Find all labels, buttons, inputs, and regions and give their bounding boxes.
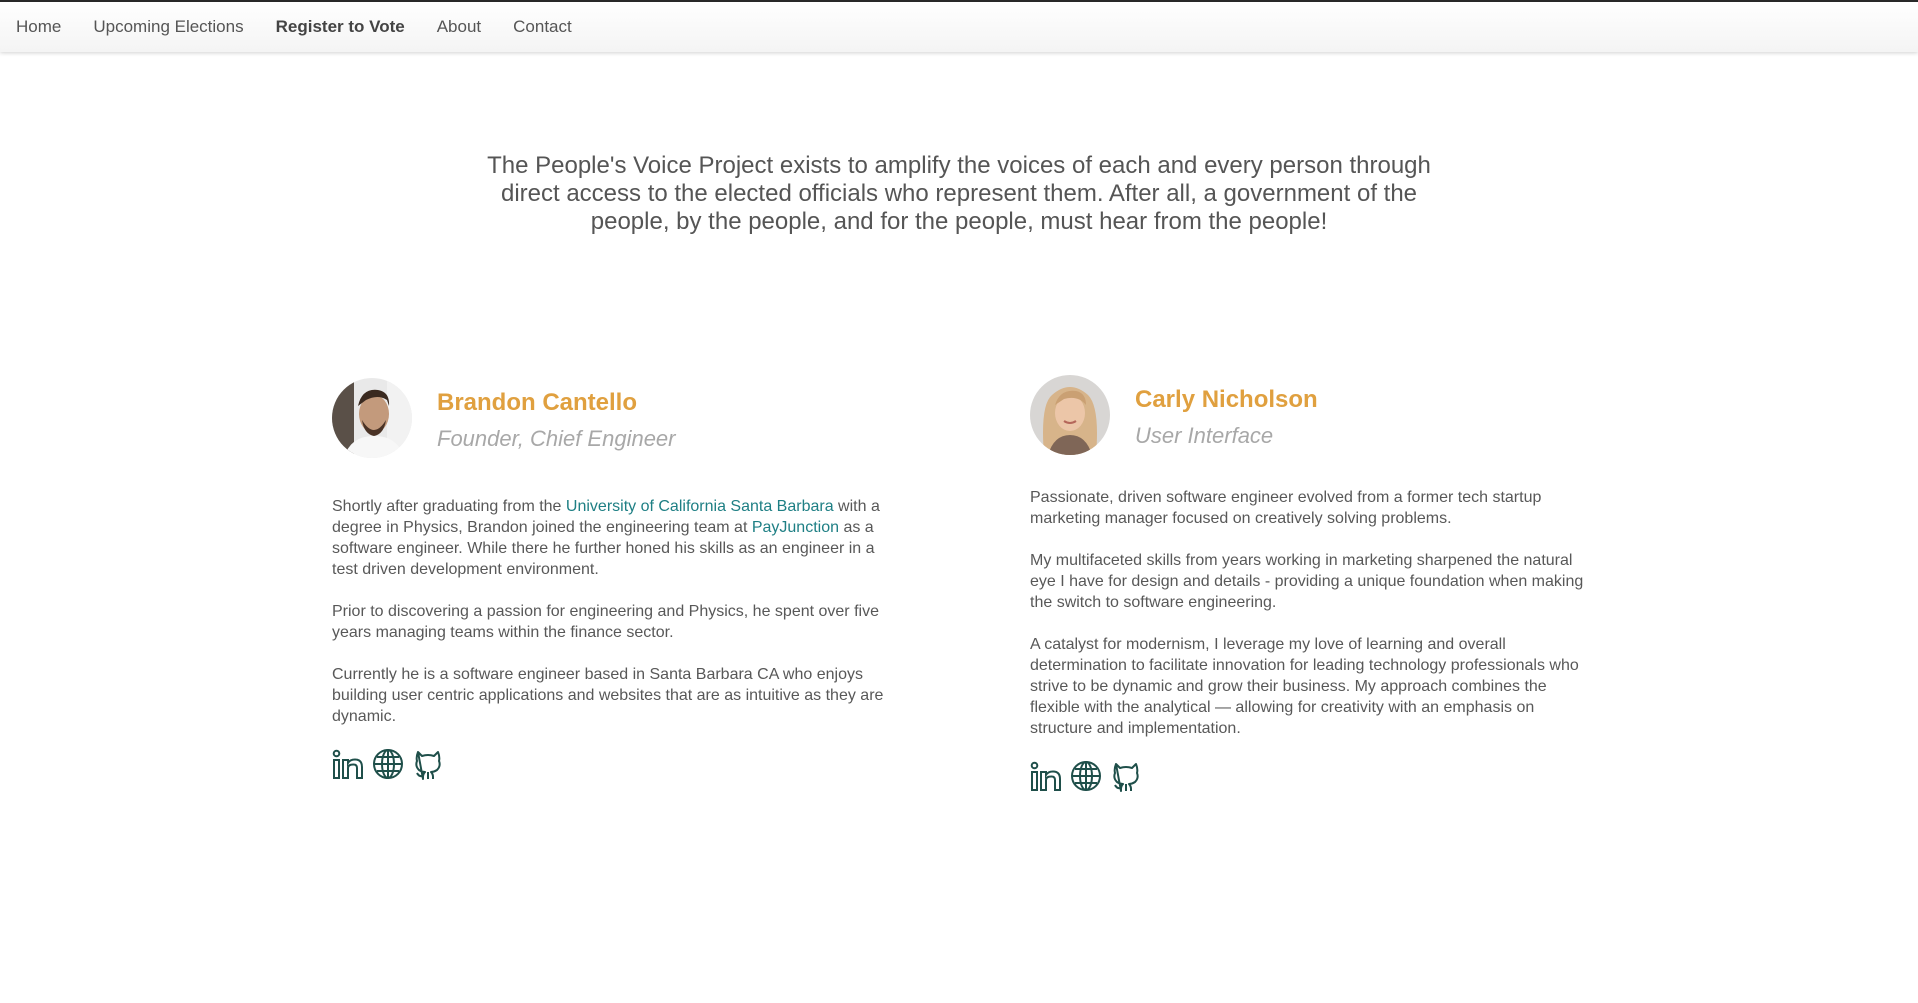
- nav-register-to-vote[interactable]: Register to Vote: [275, 17, 405, 36]
- team-card-carly: [1030, 375, 1590, 792]
- bio-paragraph-3: Currently he is a software engineer based in Santa Barbara CA who enjoys building user centric applications and websites that are as intuitive as they are dynamic.: [332, 666, 884, 725]
- top-navbar: [0, 2, 1918, 52]
- member-bio: [1030, 487, 1590, 739]
- social-links: [1030, 760, 1590, 792]
- github-icon[interactable]: [412, 748, 444, 780]
- avatar: [1030, 375, 1110, 455]
- bio-paragraph-2: Prior to discovering a passion for engineering and Physics, he spent over five years managing teams within the finance sector.: [332, 603, 879, 641]
- nav-upcoming-elections[interactable]: Upcoming Elections: [93, 17, 244, 36]
- github-icon[interactable]: [1110, 760, 1142, 792]
- bio-text: as a software engineer. While there he further honed his skills as an engineer in a test driven development environment.: [332, 519, 875, 578]
- member-bio: [332, 496, 892, 727]
- linkedin-icon[interactable]: [332, 748, 364, 780]
- avatar: [332, 378, 412, 458]
- bio-paragraph-3: A catalyst for modernism, I leverage my love of learning and overall determination to facilitate innovation for leading technology professionals who strive to be dynamic and grow their business. My approach combines the flexible with the analytical — allowing for creativity with an emphasis on structure and implementation.: [1030, 636, 1579, 737]
- mission-statement: The People's Voice Project exists to amplify the voices of each and every person through direct access to the elected officials who represent them. After all, a government of the people, by the people, and for the people, must hear from the people!: [487, 152, 1431, 235]
- member-name: Carly Nicholson: [1135, 386, 1318, 413]
- team-card-header: [332, 378, 892, 458]
- nav-about[interactable]: About: [436, 17, 482, 36]
- nav-home[interactable]: Home: [16, 17, 62, 36]
- member-role: User Interface: [1135, 423, 1274, 448]
- social-links: [332, 748, 892, 780]
- bio-paragraph-2: My multifaceted skills from years working in marketing sharpened the natural eye I have for design and details - providing a unique foundation when making the switch to software engineering.: [1030, 552, 1584, 611]
- member-role: Founder, Chief Engineer: [437, 426, 676, 451]
- team-card-brandon: [332, 378, 892, 780]
- nav-contact[interactable]: Contact: [513, 17, 572, 36]
- bio-text: Shortly after graduating from the: [332, 498, 566, 515]
- bio-paragraph-1: [332, 496, 892, 580]
- globe-icon[interactable]: [372, 748, 404, 780]
- linkedin-icon[interactable]: [1030, 760, 1062, 792]
- ucsb-link[interactable]: University of California Santa Barbara: [565, 498, 834, 515]
- bio-text: with a degree in Physics, Brandon joined the engineering team at: [332, 498, 880, 536]
- globe-icon[interactable]: [1070, 760, 1102, 792]
- payjunction-link[interactable]: PayJunction: [751, 519, 839, 536]
- member-name: Brandon Cantello: [437, 389, 638, 416]
- team-card-header: [1030, 375, 1590, 455]
- bio-paragraph-1: Passionate, driven software engineer evolved from a former tech startup marketing manager focused on creatively solving problems.: [1030, 489, 1542, 527]
